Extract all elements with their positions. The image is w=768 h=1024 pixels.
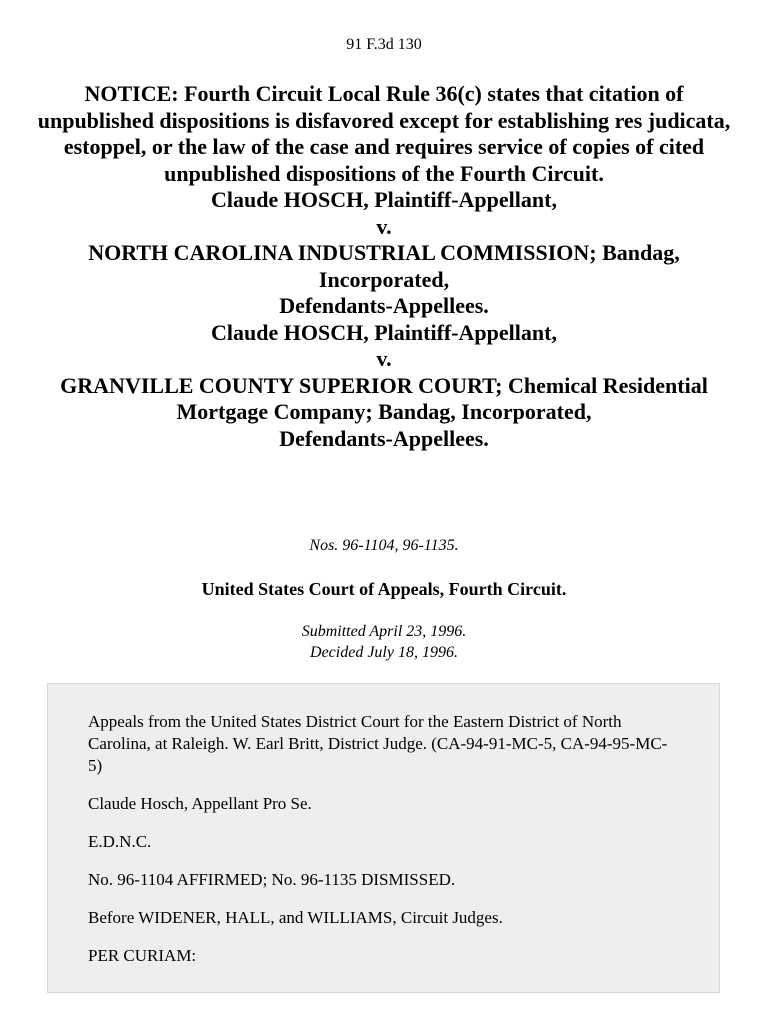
per-curiam: PER CURIAM: [88,946,197,965]
disposition: No. 96-1104 AFFIRMED; No. 96-1135 DISMISSED. [88,870,456,889]
submitted-date: Submitted April 23, 1996. [301,623,467,640]
case-heading [30,81,738,452]
case-summary-box [47,683,720,993]
panel-judges: Before WIDENER, HALL, and WILLIAMS, Circuit Judges. [88,908,503,927]
appellant-counsel: Claude Hosch, Appellant Pro Se. [88,794,312,813]
case-dates [0,621,768,663]
appeal-from: Appeals from the United States District Court for the Eastern District of North Carolina, at Raleigh. W. Earl Britt, District Judge. (CA-94-91-MC-5, CA-94-95-MC-5) [88,712,668,775]
case1-defendants: NORTH CAROLINA INDUSTRIAL COMMISSION; Bandag, Incorporated, [88,240,680,292]
citation: 91 F.3d 130 [346,36,422,53]
case1-defendants-role: Defendants-Appellees. [279,293,489,318]
notice-text: NOTICE: Fourth Circuit Local Rule 36(c) states that citation of unpublished dispositions is disfavored except for establishing res judicata, estoppel, or the law of the case and requires service of copies of cited unpublished dispositions of the Fourth Circuit. [37,81,731,186]
case2-versus: v. [376,346,392,371]
case1-plaintiff: Claude HOSCH, Plaintiff-Appellant, [211,187,557,212]
decided-date: Decided July 18, 1996. [310,644,458,661]
case2-defendants: GRANVILLE COUNTY SUPERIOR COURT; Chemical Residential [60,372,708,398]
case1-versus: v. [376,213,392,239]
case2-defendants-cont: Mortgage Company; Bandag, Incorporated, [176,399,592,424]
case2-defendants-role: Defendants-Appellees. [279,425,489,451]
court-name: United States Court of Appeals, Fourth Circuit. [201,579,567,599]
docket-numbers: Nos. 96-1104, 96-1135. [309,537,459,554]
case2-plaintiff: Claude HOSCH, Plaintiff-Appellant, [211,319,557,345]
district-abbrev: E.D.N.C. [88,832,152,851]
